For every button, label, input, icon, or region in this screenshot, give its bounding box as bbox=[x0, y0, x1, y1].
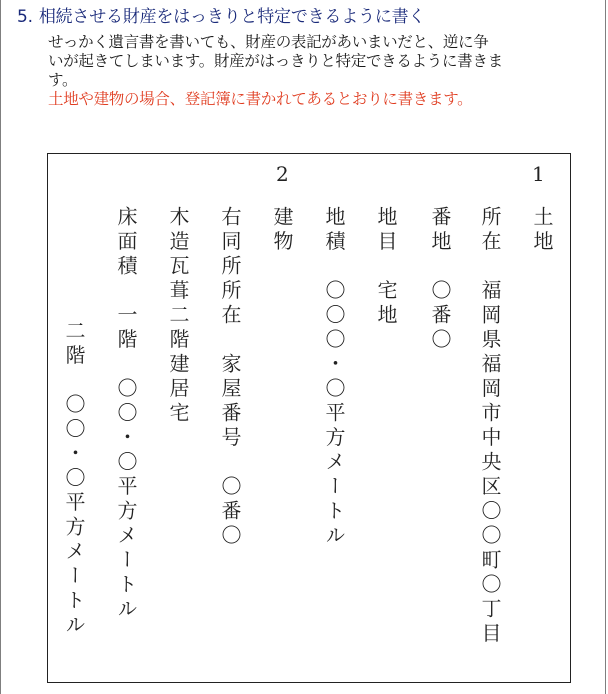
building-structure: 木造瓦葺二階建居宅 bbox=[166, 206, 190, 427]
item-number-1: 1 bbox=[532, 162, 545, 186]
land-location: 所在 福岡県福岡市中央区〇〇町〇丁目 bbox=[478, 206, 502, 647]
floor-area-second: 二階 〇〇・〇平方メートル bbox=[62, 320, 86, 639]
land-category: 地目 宅地 bbox=[374, 206, 398, 329]
section-number: 5. bbox=[17, 7, 33, 27]
section-heading bbox=[17, 6, 425, 28]
item-number-2: 2 bbox=[276, 162, 289, 186]
land-area: 地積 〇〇〇・〇平方メートル bbox=[322, 206, 346, 549]
section-title: 相続させる財産をはっきりと特定できるように書く bbox=[38, 7, 426, 27]
paragraph-line: す。 bbox=[48, 71, 78, 89]
red-note: 土地や建物の場合、登記簿に書かれてあるとおりに書きます。 bbox=[48, 90, 473, 108]
paragraph-line: いが起きてしまいます。財産がはっきりと特定できるように書きま bbox=[48, 52, 503, 70]
floor-area-first: 床面積 一階 〇〇・〇平方メートル bbox=[114, 206, 138, 623]
land-lot-number: 番地 〇番〇 bbox=[428, 206, 452, 353]
paragraph-line: せっかく遺言書を書いても、財産の表記があいまいだと、逆に争 bbox=[48, 33, 489, 51]
explanation-paragraph bbox=[48, 33, 588, 109]
building-heading: 建物 bbox=[270, 206, 294, 255]
will-example-document bbox=[47, 153, 571, 683]
building-location: 右同所所在 家屋番号 〇番〇 bbox=[218, 206, 242, 549]
land-heading: 土地 bbox=[530, 206, 554, 255]
